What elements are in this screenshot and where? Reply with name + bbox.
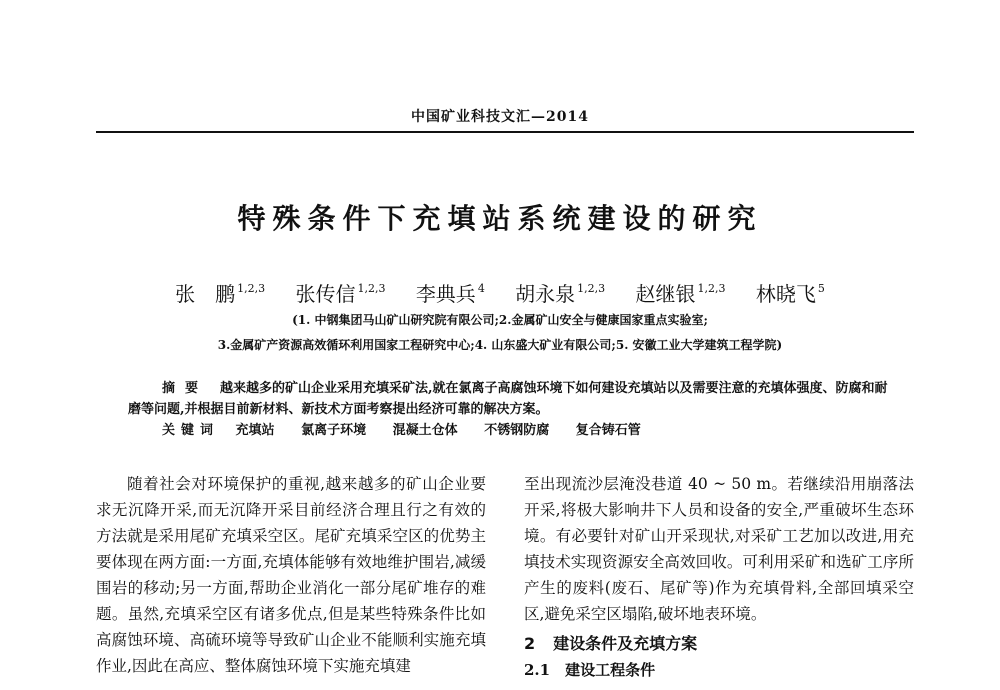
keyword: 充填站 <box>235 423 275 438</box>
section-number: 2 <box>524 634 536 653</box>
author: 赵继银 $^{1,2,3}$ <box>635 282 726 306</box>
author-affil-sup: 4 <box>477 282 485 295</box>
affiliation-line-1: (1. 中钢集团马山矿山研究院有限公司;2.金属矿山安全与健康国家重点实验室; <box>292 313 708 327</box>
abstract <box>128 378 888 441</box>
section-title: 建设条件及充填方案 <box>553 634 698 653</box>
subsection-heading: 2.1 建设工程条件 <box>524 661 656 679</box>
header-rule <box>96 131 914 133</box>
keyword: 混凝土仓体 <box>392 423 458 438</box>
abstract-text: 越来越多的矿山企业采用充填采矿法,就在氯离子高腐蚀环境下如何建设充填站以及需要注意的充填体强度、防腐和耐磨等问题,并根据目前新材料、新技术方面考察提出经济可靠的解决方案。 <box>128 381 888 417</box>
author-affil-sup: 1,2,3 <box>357 282 386 295</box>
keywords-label: 关键词 <box>162 423 220 438</box>
author-list <box>0 278 1000 307</box>
author: 胡永泉 $^{1,2,3}$ <box>515 282 606 306</box>
body-paragraph: 至出现流沙层淹没巷道 40 ~ 50 m。若继续沿用崩落法开采,将极大影响井下人员和设备的安全,严重破坏生态环境。有必要针对矿山开采现状,对采矿工艺加以改进,用充填技术实现资源安全高效回收。可利用采矿和选矿工序所产生的废料(废石、尾矿等)作为充填骨料,全部回填采空区,避免采空区塌陷,破坏地表环境。 <box>524 475 914 623</box>
section-heading <box>524 631 914 657</box>
running-head: 中国矿业科技文汇—2014 <box>411 109 589 125</box>
author-affil-sup: 1,2,3 <box>237 282 266 295</box>
author: 林晓飞 $^5$ <box>755 282 825 306</box>
affiliation-line-2: 3.金属矿产资源高效循环利用国家工程研究中心;4. 山东盛大矿业有限公司;5. 安徽工业大学建筑工程学院) <box>217 338 783 352</box>
body-column-right <box>524 471 914 683</box>
author-affil-sup: 1,2,3 <box>577 282 606 295</box>
author-affil-sup: 1,2,3 <box>697 282 726 295</box>
body-column-left <box>96 471 486 679</box>
paper-title: 特殊条件下充填站系统建设的研究 <box>237 202 763 235</box>
abstract-label: 摘要 <box>162 381 209 396</box>
keyword: 复合铸石管 <box>575 423 641 438</box>
body-paragraph: 随着社会对环境保护的重视,越来越多的矿山企业要求无沉降开采,而无沉降开采目前经济合理且行之有效的方法就是采用尾矿充填采空区。尾矿充填采空区的优势主要体现在两方面:一方面,充填体能够有效地维护围岩,减缓围岩的移动;另一方面,帮助企业消化一部分尾矿堆存的难题。虽然,充填采空区有诸多优点,但是某些特殊条件比如高腐蚀环境、高硫环境等导致矿山企业不能顺利实施充填作业,因此在高应、整体腐蚀环境下实施充填建 <box>96 475 486 675</box>
author: 张传信 $^{1,2,3}$ <box>295 282 386 306</box>
keyword: 不锈钢防腐 <box>484 423 550 438</box>
author: 李典兵 $^4$ <box>415 282 485 306</box>
author-affil-sup: 5 <box>817 282 825 295</box>
keywords-line <box>162 420 888 441</box>
abstract-body <box>128 378 888 420</box>
author: 张 鹏 $^{1,2,3}$ <box>175 282 266 306</box>
keyword: 氯离子环境 <box>301 423 367 438</box>
